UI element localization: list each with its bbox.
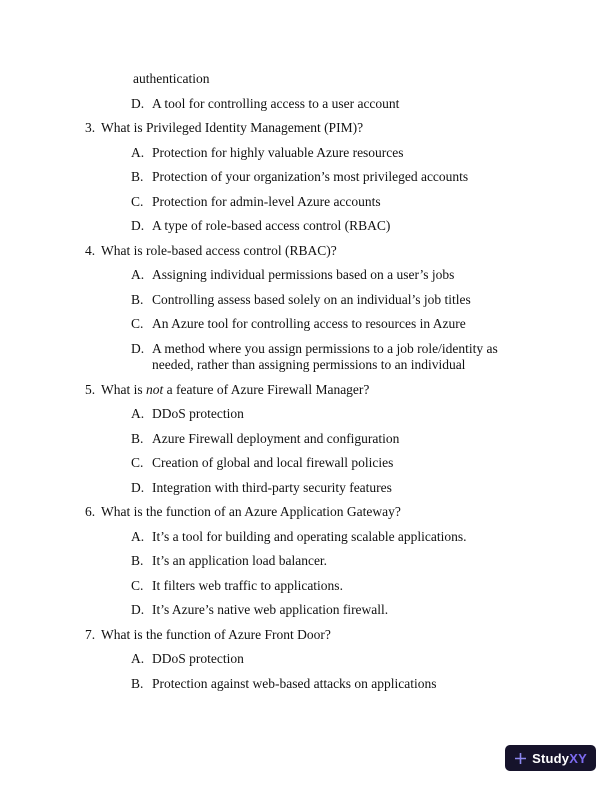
choice-label: B. xyxy=(131,675,144,691)
choice-text: Protection against web-based attacks on applications xyxy=(152,675,437,691)
question-7 xyxy=(85,627,537,693)
choice-label: B. xyxy=(131,430,144,446)
choice-item xyxy=(131,145,537,162)
choice-text: Protection of your organization’s most privileged accounts xyxy=(152,169,469,184)
question-text: What is the function of Azure Front Door? xyxy=(101,626,331,642)
choice-item xyxy=(131,96,537,113)
question-line xyxy=(85,243,537,260)
question-line xyxy=(85,382,537,399)
choice-item xyxy=(131,529,537,546)
question-text-post: a feature of Azure Firewall Manager? xyxy=(163,381,370,397)
choice-continuation-text: authentication xyxy=(133,71,210,86)
question-line xyxy=(85,504,537,521)
brand-text-xy: XY xyxy=(569,750,587,766)
choice-item xyxy=(131,267,537,284)
question-text: What is role-based access control (RBAC)? xyxy=(101,242,337,258)
choice-item xyxy=(131,553,537,570)
question-number: 5. xyxy=(85,381,96,397)
choice-item xyxy=(131,316,537,333)
choice-text: Protection for highly valuable Azure resources xyxy=(152,144,404,160)
choice-item xyxy=(131,455,537,472)
choice-item xyxy=(131,169,537,186)
choice-item xyxy=(131,578,537,595)
choice-text: Azure Firewall deployment and configuration xyxy=(152,430,400,446)
choice-text: An Azure tool for controlling access to resources in Azure xyxy=(152,316,466,331)
choice-label: A. xyxy=(131,406,145,421)
choice-text: It filters web traffic to applications. xyxy=(152,577,343,593)
choice-label: B. xyxy=(131,169,144,184)
choice-item xyxy=(131,676,537,693)
studyxy-logo xyxy=(505,745,596,771)
question-number: 7. xyxy=(85,626,96,642)
choice-continuation-line xyxy=(133,71,537,88)
question-3 xyxy=(85,120,537,235)
choice-text: A tool for controlling access to a user account xyxy=(152,95,400,111)
choice-label: C. xyxy=(131,455,144,470)
choice-text: Integration with third-party security features xyxy=(152,479,392,495)
choice-item xyxy=(131,602,537,619)
question-5 xyxy=(85,382,537,497)
plus-icon xyxy=(514,752,527,765)
question-text xyxy=(101,382,537,399)
choice-item xyxy=(131,651,537,668)
question-4 xyxy=(85,243,537,374)
choice-text: DDoS protection xyxy=(152,406,244,421)
question-text-pre: What is xyxy=(101,381,146,397)
choice-label: A. xyxy=(131,144,145,160)
choice-label: A. xyxy=(131,267,145,282)
choice-item xyxy=(131,406,537,423)
question-text-italic: not xyxy=(146,381,164,397)
choice-text: DDoS protection xyxy=(152,651,244,666)
question-number: 6. xyxy=(85,504,96,519)
choice-text: Protection for admin-level Azure accounts xyxy=(152,193,381,209)
choice-item xyxy=(131,292,537,309)
question-number: 3. xyxy=(85,120,96,135)
choice-text: It’s Azure’s native web application firewall. xyxy=(152,602,389,617)
choice-label: D. xyxy=(131,95,145,111)
choice-label: C. xyxy=(131,577,144,593)
choice-label: D. xyxy=(131,479,145,495)
choice-label: B. xyxy=(131,291,144,307)
choice-label: A. xyxy=(131,651,145,666)
quiz-content xyxy=(85,71,537,700)
choice-label: D. xyxy=(131,340,145,356)
choice-text: It’s a tool for building and operating scalable applications. xyxy=(152,528,467,544)
choice-text: A method where you assign permissions to a job role/identity as needed, rather than assigning permissions to an individual xyxy=(152,340,498,372)
choice-text: Controlling assess based solely on an individual’s job titles xyxy=(152,291,471,307)
choice-item xyxy=(131,341,537,374)
brand-text-study: Study xyxy=(532,750,570,766)
question-text: What is Privileged Identity Management (PIM)? xyxy=(101,120,364,135)
choice-item xyxy=(131,431,537,448)
choice-label: B. xyxy=(131,553,144,568)
question-text: What is the function of an Azure Application Gateway? xyxy=(101,504,401,519)
choice-label: D. xyxy=(131,218,145,233)
choice-item xyxy=(131,218,537,235)
choice-text: It’s an application load balancer. xyxy=(152,553,328,568)
choice-label: C. xyxy=(131,316,144,331)
question-line xyxy=(85,627,537,644)
question-6 xyxy=(85,504,537,619)
choice-label: D. xyxy=(131,602,145,617)
choice-label: A. xyxy=(131,528,145,544)
question-number: 4. xyxy=(85,242,96,258)
choice-text: Creation of global and local firewall policies xyxy=(152,455,394,470)
choice-item xyxy=(131,194,537,211)
choice-text: Assigning individual permissions based on a user’s jobs xyxy=(152,267,455,282)
choice-text: A type of role-based access control (RBAC) xyxy=(152,218,391,233)
choice-label: C. xyxy=(131,193,144,209)
question-line xyxy=(85,120,537,137)
choice-item xyxy=(131,480,537,497)
